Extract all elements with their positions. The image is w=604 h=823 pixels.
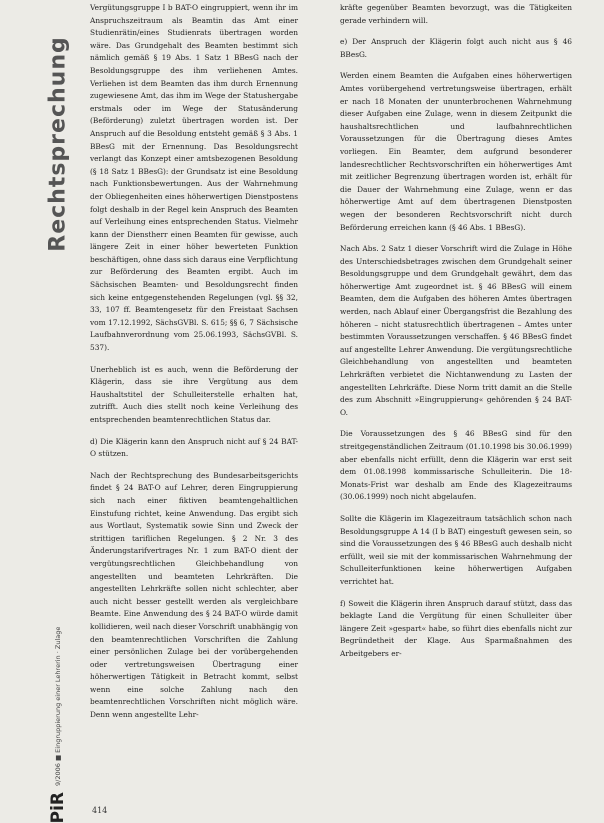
right-text-column: [340, 2, 572, 661]
paragraph: Sollte die Klägerin im Klagezeitraum tatsächlich schon nach Besoldungsgruppe A 14 (I b BAT) eingestuft gewesen sein, so sind die Voraussetzungen des § 46 BBesG auch deshalb nicht erfüllt, weil sie mit der kommissarischen Wahrnehmung der Schulleiterfunktionen keine höherwertigen Aufgaben verrichtet hat.: [340, 513, 572, 586]
journal-footer-vertical: [44, 626, 72, 823]
paragraph: Nach der Rechtsprechung des Bundesarbeitsgerichts findet § 24 BAT-O auf Lehrer, deren Eingruppierung sich nach einer fiktiven beamtengehaltlichen Einstufung richtet, keine Anwendung. Das ergibt sich aus Wortlaut, Systematik sowie Sinn und Zweck der strittigen tariflichen Regelungen. § 2 Nr. 3 des Änderungstarifvertrages Nr. 1 zum BAT-O dient der vergütungsrechtlichen Gleichbehandlung von angestellten und beamteten Lehrkräften. Die angestellten Lehrkräfte sollen nicht schlechter, aber auch nicht besser gestellt werden als vergleichbare Beamte. Eine Anwendung des § 24 BAT-O würde damit kollidieren, weil nach dieser Vorschrift unabhängig von den beamtenrechtlichen Vorschriften die Zahlung einer persönlichen Zulage bei der vorübergehenden oder vertretungsweisen Übertragung einer höherwertigen Tätigkeit in Betracht kommt, selbst wenn eine solche Zahlung nach den beamtenrechtlichen Vorschriften nicht möglich wäre. Denn wenn angestellte Lehr-: [90, 470, 298, 720]
section-title: Rechtsprechung: [45, 36, 71, 252]
paragraph: kräfte gegenüber Beamten bevorzugt, was die Tätigkeiten gerade verhindern will.: [340, 3, 572, 25]
section-title-vertical: [44, 4, 72, 284]
paragraph: Unerheblich ist es auch, wenn die Beförderung der Klägerin, dass sie ihre Vergütung aus dem Haushaltstitel der Schulleiterstelle erhalten hat, zutrifft. Auch dies stellt noch keine Verleihung des entsprechenden beamtenrechtlichen Status dar.: [90, 364, 298, 424]
journal-issue-info: 9/2006 ■ Eingruppierung einer Lehrerin · Zulage: [54, 626, 62, 786]
subheading-paragraph: e) Der Anspruch der Klägerin folgt auch nicht aus § 46 BBesG.: [340, 37, 572, 59]
paragraph: Vergütungsgruppe I b BAT-O eingruppiert, wenn ihr im Anspruchszeitraum als Beamtin das Amt einer Studienrätin/eines Studienrats übertragen worden wäre. Das Grundgehalt des Beamten bestimmt sich nämlich gemäß § 19 Abs. 1 Satz 1 BBesG nach der Besoldungsgruppe des ihm verliehenen Amtes. Verliehen ist dem Beamten das ihm durch Ernennung zugewiesene Amt, das ihm im Wege der Statushergabe erstmals oder im Wege der Statusänderung (Beförderung) zuletzt übertragen worden ist. Der Anspruch auf die Besoldung entsteht gemäß § 3 Abs. 1 BBesG mit der Ernennung. Das Besoldungsrecht verlangt das Konzept einer amtsbezogenen Besoldung (§ 18 Satz 1 BBesG): der Grundsatz ist eine Besoldung nach Funktionsbewertungen. Aus der Wahrnehmung der Obliegenheiten eines höherwertigen Dienstpostens folgt deshalb in der Regel kein Anspruch des Beamten auf Verleihung eines entsprechenden Status. Vielmehr kann der Dienstherr einen Beamten für gewisse, auch längere Zeit in einer höher bewerteten Funktion beschäftigen, ohne dass sich daraus eine Verpflichtung zur Beförderung des Beamten ergibt. Auch im Sächsischen Beamten- und Besoldungsrecht finden sich keine entgegenstehenden Regelungen (vgl. §§ 32, 33, 107 ff. Beamtengesetz für den Freistaat Sachsen vom 17.12.1992, SächsGVBl. S. 615; §§ 6, 7 Sächsische Laufbahnverordnung vom 25.06.1993, SächsGVBl. S. 537).: [90, 3, 298, 353]
paragraph: Werden einem Beamten die Aufgaben eines höherwertigen Amtes vorübergehend vertretungsweise übertragen, erhält er nach 18 Monaten der ununterbrochenen Wahrnehmung dieser Aufgaben eine Zulage, wenn in diesem Zeitpunkt die haushaltsrechtlichen und laufbahnrechtlichen Voraussetzungen für die Übertragung dieses Amtes vorliegen. Ein Beamter, dem aufgrund besonderer landesrechtlicher Rechtsvorschriften ein höherwertiges Amt mit zeitlicher Begrenzung übertragen worden ist, erhält für die Dauer der Wahrnehmung eine Zulage, wenn er das höherwertige Amt auf dem übertragenen Dienstposten wegen der besonderen Rechtsvorschrift nicht durch Beförderung erreichen kann (§ 46 Abs. 1 BBesG).: [340, 71, 572, 232]
paragraph: Die Voraussetzungen des § 46 BBesG sind für den streitgegenständlichen Zeitraum (01.10.1998 bis 30.06.1999) aber ebenfalls nicht erfüllt, denn die Klägerin war erst seit dem 01.08.1998 kommissarische Schulleiterin. Die 18-Monats-Frist war deshalb am Ende des Klagezeitraums (30.06.1999) noch nicht abgelaufen.: [340, 429, 572, 502]
paragraph: f) Soweit die Klägerin ihren Anspruch darauf stützt, dass das beklagte Land die Vergütung für einen Schulleiter über längere Zeit »gespart« habe, so führt dies ebenfalls nicht zur Begründetheit der Klage. Aus Sparmaßnahmen des Arbeitgebers er-: [340, 598, 572, 658]
left-text-column: [90, 2, 298, 722]
journal-logo: PiR: [48, 791, 68, 823]
paragraph: Nach Abs. 2 Satz 1 dieser Vorschrift wird die Zulage in Höhe des Unterschiedsbetrages zwischen dem Grundgehalt seiner Besoldungsgruppe und dem Grundgehalt gewährt, dem das höherwertige Amt zugeordnet ist. § 46 BBesG will einem Beamten, dem die Aufgaben des höheren Amtes übertragen werden, nach Ablauf einer Übergangsfrist die Bezahlung des höheren – nicht statusrechtlich übertragenen – Amtes unter bestimmten Voraussetzungen verschaffen. § 46 BBesG findet auf angestellte Lehrer Anwendung. Die vergütungsrechtliche Gleichbehandlung von angestellten und beamteten Lehrkräften verbietet die Nichtanwendung zu Lasten der angestellten Lehrkräfte. Diese Norm tritt damit an die Stelle des zum Abschnitt »Eingruppierung« gehörenden § 24 BAT-O.: [340, 244, 572, 417]
page-number: 414: [92, 806, 108, 815]
subheading-paragraph: d) Die Klägerin kann den Anspruch nicht auf § 24 BAT-O stützen.: [90, 436, 298, 459]
